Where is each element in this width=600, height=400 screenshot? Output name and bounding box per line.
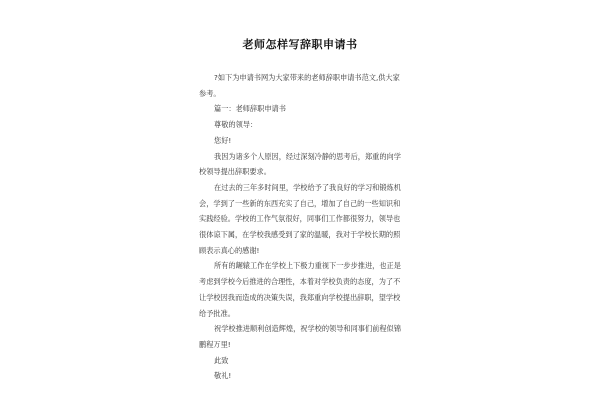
paragraph-reason: 我因为诸多个人原因，经过深刻冷静的思考后，郑重的向学校领导提出辞职要求。: [199, 151, 401, 177]
paragraph-regards: 敬礼!: [214, 371, 232, 381]
document-title: 老师怎样写辞职申请书: [242, 38, 358, 51]
paragraph-closing: 此致: [214, 355, 229, 365]
paragraph-request: 所有的龌辕工作在学校上下极力重视下一步步推进，也正是考虑到学校今后推进的合理性，本着对学校负责的态度，为了不让学校因我而造成的决策失误，我郑重向学校提出辞职，望学校给予批准。: [199, 261, 401, 318]
paragraph-salutation: 尊敬的领导：: [214, 120, 258, 130]
paragraph-section-heading: 篇一：老师辞职申请书: [214, 104, 286, 114]
paragraph-intro: ?如下为申请书网为大家带来的老师辞职申请书范文,供大家参考。: [199, 73, 400, 98]
paragraph-wishes: 祝学校推进顺利创造辉煌，祝学校的领导和同事们前程似锦鹏程万里!: [199, 324, 401, 349]
document-body: [199, 70, 405, 384]
paragraph-greeting: 您好!: [214, 135, 232, 145]
paragraph-gratitude: 在过去的三年多时间里，学校给予了我良好的学习和锻炼机会，学到了一些新的东西充实了自己，增加了自己的一些知识和实践经验。学校的工作气氛很好，同事们工作都很努力，领导也很体谅下属，在学校我感受到了家的温暖，我对于学校长期的照顾表示真心的感谢!: [199, 182, 401, 255]
